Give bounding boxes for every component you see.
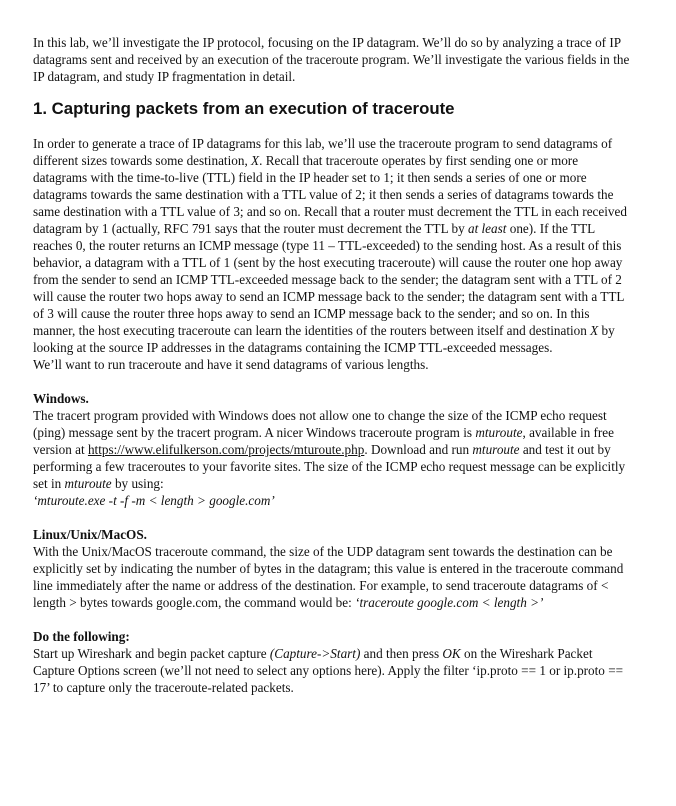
mturoute-name-3: mturoute [64, 476, 112, 491]
windows-text-1: The tracert program provided with Windows does not allow one to change the size of the ICMP echo request (ping) message sent by the tracert program. A nicer Windows traceroute program is [33, 408, 607, 440]
do-following-heading: Do the following: [33, 629, 130, 644]
linux-paragraph [33, 543, 633, 611]
destination-x: X [251, 153, 260, 168]
do-text-3: on the Wireshark Packet Capture Options screen (we’ll not need to select any options here). Apply the filter ‘ip.proto == 1 or ip.proto == 17’ to capture only the traceroute-related packets. [33, 646, 624, 695]
mturoute-name-1: mturoute [475, 425, 523, 440]
windows-paragraph [33, 407, 633, 492]
mturoute-command: ‘mturoute.exe -t -f -m < length > google.com’ [33, 493, 275, 508]
section1-body [33, 135, 633, 373]
traceroute-command: ‘traceroute google.com < length >’ [355, 595, 544, 610]
capture-start-menu: (Capture->Start) [269, 646, 361, 661]
linux-heading: Linux/Unix/MacOS. [33, 527, 147, 542]
windows-text-3: . Download and run [364, 442, 473, 457]
datagram-lengths-paragraph: We’ll want to run traceroute and have it send datagrams of various lengths. [33, 357, 429, 372]
do-following-section [33, 628, 633, 696]
p1-text-b: . Recall that traceroute operates by first sending one or more datagrams with the time-to-live (TTL) field in the IP header set to 1; it then sends a series of one or more datagrams towards the same destination with a TTL value of 2; it then sends a series of datagrams towards the same destination with a TTL value of 3; and so on. Recall that a router must decrement the TTL in each received datagram by 1 (actually, RFC 791 says that the router must decrement the TTL by [33, 153, 627, 236]
mturoute-download-link[interactable]: https://www.elifulkerson.com/projects/mturoute.php [87, 442, 365, 457]
linux-section [33, 526, 633, 611]
p1-text-d: by looking at the source IP addresses in the datagrams containing the ICMP TTL-exceeded messages. [33, 323, 615, 355]
windows-heading: Windows. [33, 391, 89, 406]
intro-paragraph: In this lab, we’ll investigate the IP protocol, focusing on the IP datagram. We’ll do so by analyzing a trace of IP datagrams sent and received by an execution of the traceroute program. We’ll investigate the various fields in the IP datagram, and study IP fragmentation in detail. [33, 35, 630, 84]
windows-text-5: by using: [111, 476, 164, 491]
document-page [33, 34, 633, 713]
mturoute-name-2: mturoute [472, 442, 520, 457]
linux-text-1: With the Unix/MacOS traceroute command, the size of the UDP datagram sent towards the destination can be explicitly set by indicating the number of bytes in the datagram; this value is entered in the traceroute command line immediately after the name or address of the destination. For example, to send traceroute datagrams of < length > bytes towards google.com, the command would be: [33, 544, 624, 610]
windows-text-4: and test it out by performing a few traceroutes to your favorite sites. The size of the ICMP echo request message can be explicitly set in [33, 442, 626, 491]
windows-text-2: , available in free version at [33, 425, 615, 457]
windows-section [33, 390, 633, 509]
p1-text-a: In order to generate a trace of IP datagrams for this lab, we’ll use the traceroute program to send datagrams of different sizes towards some destination, [33, 136, 613, 168]
section-title: 1. Capturing packets from an execution of traceroute [33, 99, 455, 118]
destination-x-2: X [590, 323, 599, 338]
at-least-emphasis: at least [467, 221, 507, 236]
do-text-1: Start up Wireshark and begin packet capture [33, 646, 270, 661]
do-following-paragraph [33, 645, 633, 696]
ok-button-ref: OK [442, 646, 461, 661]
p1-text-c: one). If the TTL reaches 0, the router returns an ICMP message (type 11 – TTL-exceeded) to the sending host. As a result of this behavior, a datagram with a TTL of 1 (sent by the host executing traceroute) will cause the router one hop away from the sender to send an ICMP TTL-exceeded message back to the sender; the datagram sent with a TTL of 2 will cause the router two hops away to send an ICMP message back to the sender; the datagram sent with a TTL of 3 will cause the router three hops away to send an ICMP message back to the sender; and so on. In this manner, the host executing traceroute can learn the identities of the routers between itself and destination [33, 221, 624, 338]
traceroute-explanation-paragraph [33, 135, 633, 356]
do-text-2: and then press [360, 646, 443, 661]
